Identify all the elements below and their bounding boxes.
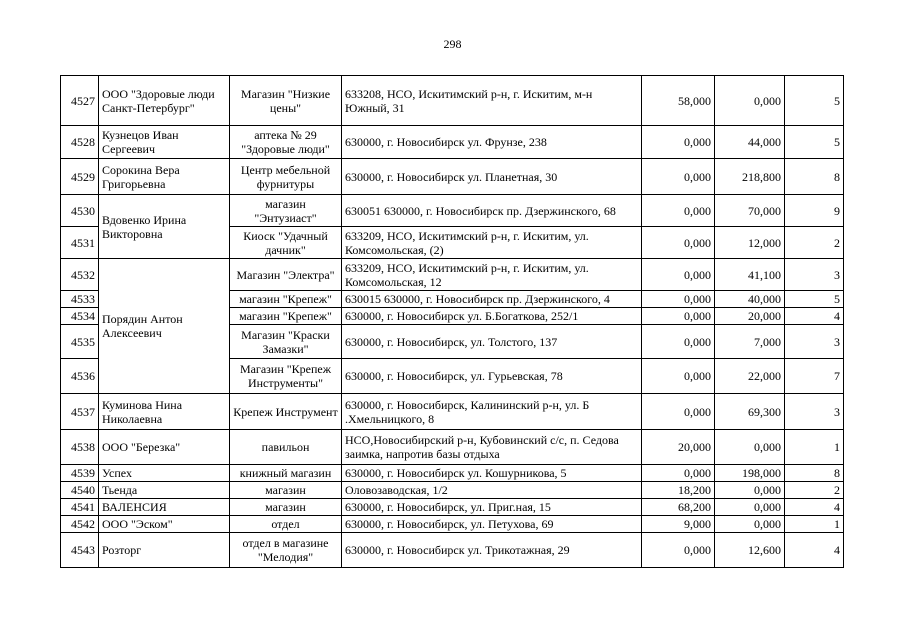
object-cell: Крепеж Инструмент (230, 394, 342, 430)
value-2-cell: 12,000 (715, 227, 785, 259)
value-1-cell: 0,000 (642, 291, 715, 308)
value-3-cell: 8 (785, 465, 844, 482)
address-cell: 630000, г. Новосибирск, Калининский р-н, ул. Б .Хмельницкого, 8 (342, 394, 642, 430)
object-cell: аптека № 29 "Здоровые люди" (230, 126, 342, 159)
value-3-cell: 1 (785, 516, 844, 533)
table-row (61, 516, 844, 533)
value-2-cell: 0,000 (715, 499, 785, 516)
object-cell: магазин "Энтузиаст" (230, 195, 342, 227)
value-1-cell: 68,200 (642, 499, 715, 516)
owner-cell: ВАЛЕНСИЯ (99, 499, 230, 516)
row-number: 4536 (61, 359, 99, 394)
object-cell: магазин "Крепеж" (230, 291, 342, 308)
value-1-cell: 0,000 (642, 394, 715, 430)
page-number: 298 (443, 37, 462, 51)
address-cell: 630000, г. Новосибирск ул. Кошурникова, 5 (342, 465, 642, 482)
object-cell: магазин "Крепеж" (230, 308, 342, 325)
value-2-cell: 44,000 (715, 126, 785, 159)
value-2-cell: 0,000 (715, 516, 785, 533)
value-2-cell: 22,000 (715, 359, 785, 394)
owner-cell: Куминова Нина Николаевна (99, 394, 230, 430)
address-cell: 633209, НСО, Искитимский р-н, г. Искитим, ул. Комсомольская, 12 (342, 259, 642, 291)
address-cell: 630000, г. Новосибирск, ул. Приг.ная, 15 (342, 499, 642, 516)
value-1-cell: 0,000 (642, 195, 715, 227)
address-cell: Оловозаводская, 1/2 (342, 482, 642, 499)
table-row (61, 159, 844, 195)
address-cell: 633209, НСО, Искитимский р-н, г. Искитим, ул. Комсомольская, (2) (342, 227, 642, 259)
address-cell: 630000, г. Новосибирск, ул. Толстого, 137 (342, 325, 642, 359)
table-row (61, 465, 844, 482)
row-number: 4528 (61, 126, 99, 159)
row-number: 4534 (61, 308, 99, 325)
object-cell: Магазин "Электра" (230, 259, 342, 291)
address-cell: НСО,Новосибирский р-н, Кубовинский с/с, п. Седова заимка, напротив базы отдыха (342, 430, 642, 465)
address-cell: 630051 630000, г. Новосибирск пр. Дзержинского, 68 (342, 195, 642, 227)
table-row (61, 126, 844, 159)
registry-table (60, 75, 844, 568)
table-row (61, 76, 844, 126)
value-1-cell: 0,000 (642, 308, 715, 325)
table-row (61, 482, 844, 499)
row-number: 4538 (61, 430, 99, 465)
owner-cell: Успех (99, 465, 230, 482)
table-row (61, 259, 844, 291)
address-cell: 630000, г. Новосибирск, ул. Петухова, 69 (342, 516, 642, 533)
value-3-cell: 4 (785, 533, 844, 568)
value-3-cell: 3 (785, 394, 844, 430)
value-3-cell: 9 (785, 195, 844, 227)
address-cell: 630000, г. Новосибирск ул. Планетная, 30 (342, 159, 642, 195)
address-cell: 630000, г. Новосибирск ул. Б.Богаткова, 252/1 (342, 308, 642, 325)
object-cell: магазин (230, 499, 342, 516)
value-3-cell: 4 (785, 308, 844, 325)
value-3-cell: 5 (785, 76, 844, 126)
value-1-cell: 9,000 (642, 516, 715, 533)
row-number: 4539 (61, 465, 99, 482)
value-2-cell: 41,100 (715, 259, 785, 291)
value-3-cell: 3 (785, 259, 844, 291)
owner-cell: Вдовенко Ирина Викторовна (99, 195, 230, 259)
value-2-cell: 20,000 (715, 308, 785, 325)
row-number: 4532 (61, 259, 99, 291)
object-cell: отдел в магазине "Мелодия" (230, 533, 342, 568)
value-3-cell: 5 (785, 291, 844, 308)
object-cell: Магазин "Крепеж Инструменты" (230, 359, 342, 394)
object-cell: павильон (230, 430, 342, 465)
value-2-cell: 218,800 (715, 159, 785, 195)
value-1-cell: 0,000 (642, 533, 715, 568)
object-cell: Центр мебельной фурнитуры (230, 159, 342, 195)
value-3-cell: 3 (785, 325, 844, 359)
value-1-cell: 0,000 (642, 325, 715, 359)
table-row (61, 394, 844, 430)
value-2-cell: 0,000 (715, 482, 785, 499)
row-number: 4540 (61, 482, 99, 499)
value-2-cell: 0,000 (715, 430, 785, 465)
value-1-cell: 0,000 (642, 465, 715, 482)
row-number: 4527 (61, 76, 99, 126)
value-1-cell: 0,000 (642, 227, 715, 259)
row-number: 4533 (61, 291, 99, 308)
owner-cell: Розторг (99, 533, 230, 568)
table-row (61, 195, 844, 227)
owner-cell: ООО "Эском" (99, 516, 230, 533)
value-3-cell: 2 (785, 482, 844, 499)
value-1-cell: 0,000 (642, 159, 715, 195)
value-1-cell: 0,000 (642, 359, 715, 394)
value-2-cell: 40,000 (715, 291, 785, 308)
owner-cell: ООО "Березка" (99, 430, 230, 465)
value-1-cell: 58,000 (642, 76, 715, 126)
value-2-cell: 7,000 (715, 325, 785, 359)
address-cell: 633208, НСО, Искитимский р-н, г. Искитим, м-н Южный, 31 (342, 76, 642, 126)
owner-cell: ООО "Здоровые люди Санкт-Петербург" (99, 76, 230, 126)
row-number: 4531 (61, 227, 99, 259)
row-number: 4530 (61, 195, 99, 227)
value-3-cell: 1 (785, 430, 844, 465)
value-1-cell: 0,000 (642, 259, 715, 291)
object-cell: Магазин "Низкие цены" (230, 76, 342, 126)
object-cell: магазин (230, 482, 342, 499)
value-1-cell: 0,000 (642, 126, 715, 159)
row-number: 4543 (61, 533, 99, 568)
address-cell: 630000, г. Новосибирск ул. Фрунзе, 238 (342, 126, 642, 159)
owner-cell: Сорокина Вера Григорьевна (99, 159, 230, 195)
table-row (61, 430, 844, 465)
value-1-cell: 20,000 (642, 430, 715, 465)
table-row (61, 499, 844, 516)
address-cell: 630000, г. Новосибирск ул. Трикотажная, 29 (342, 533, 642, 568)
owner-cell: Тьенда (99, 482, 230, 499)
address-cell: 630015 630000, г. Новосибирск пр. Дзержинского, 4 (342, 291, 642, 308)
row-number: 4529 (61, 159, 99, 195)
object-cell: Магазин "Краски Замазки" (230, 325, 342, 359)
object-cell: отдел (230, 516, 342, 533)
value-2-cell: 70,000 (715, 195, 785, 227)
row-number: 4541 (61, 499, 99, 516)
row-number: 4542 (61, 516, 99, 533)
value-2-cell: 12,600 (715, 533, 785, 568)
address-cell: 630000, г. Новосибирск, ул. Гурьевская, 78 (342, 359, 642, 394)
owner-cell: Порядин Антон Алексеевич (99, 259, 230, 394)
value-2-cell: 69,300 (715, 394, 785, 430)
value-3-cell: 8 (785, 159, 844, 195)
value-3-cell: 7 (785, 359, 844, 394)
owner-cell: Кузнецов Иван Сергеевич (99, 126, 230, 159)
object-cell: книжный магазин (230, 465, 342, 482)
value-1-cell: 18,200 (642, 482, 715, 499)
value-3-cell: 2 (785, 227, 844, 259)
object-cell: Киоск "Удачный дачник" (230, 227, 342, 259)
value-2-cell: 198,000 (715, 465, 785, 482)
row-number: 4535 (61, 325, 99, 359)
value-3-cell: 5 (785, 126, 844, 159)
value-3-cell: 4 (785, 499, 844, 516)
row-number: 4537 (61, 394, 99, 430)
table-row (61, 533, 844, 568)
value-2-cell: 0,000 (715, 76, 785, 126)
